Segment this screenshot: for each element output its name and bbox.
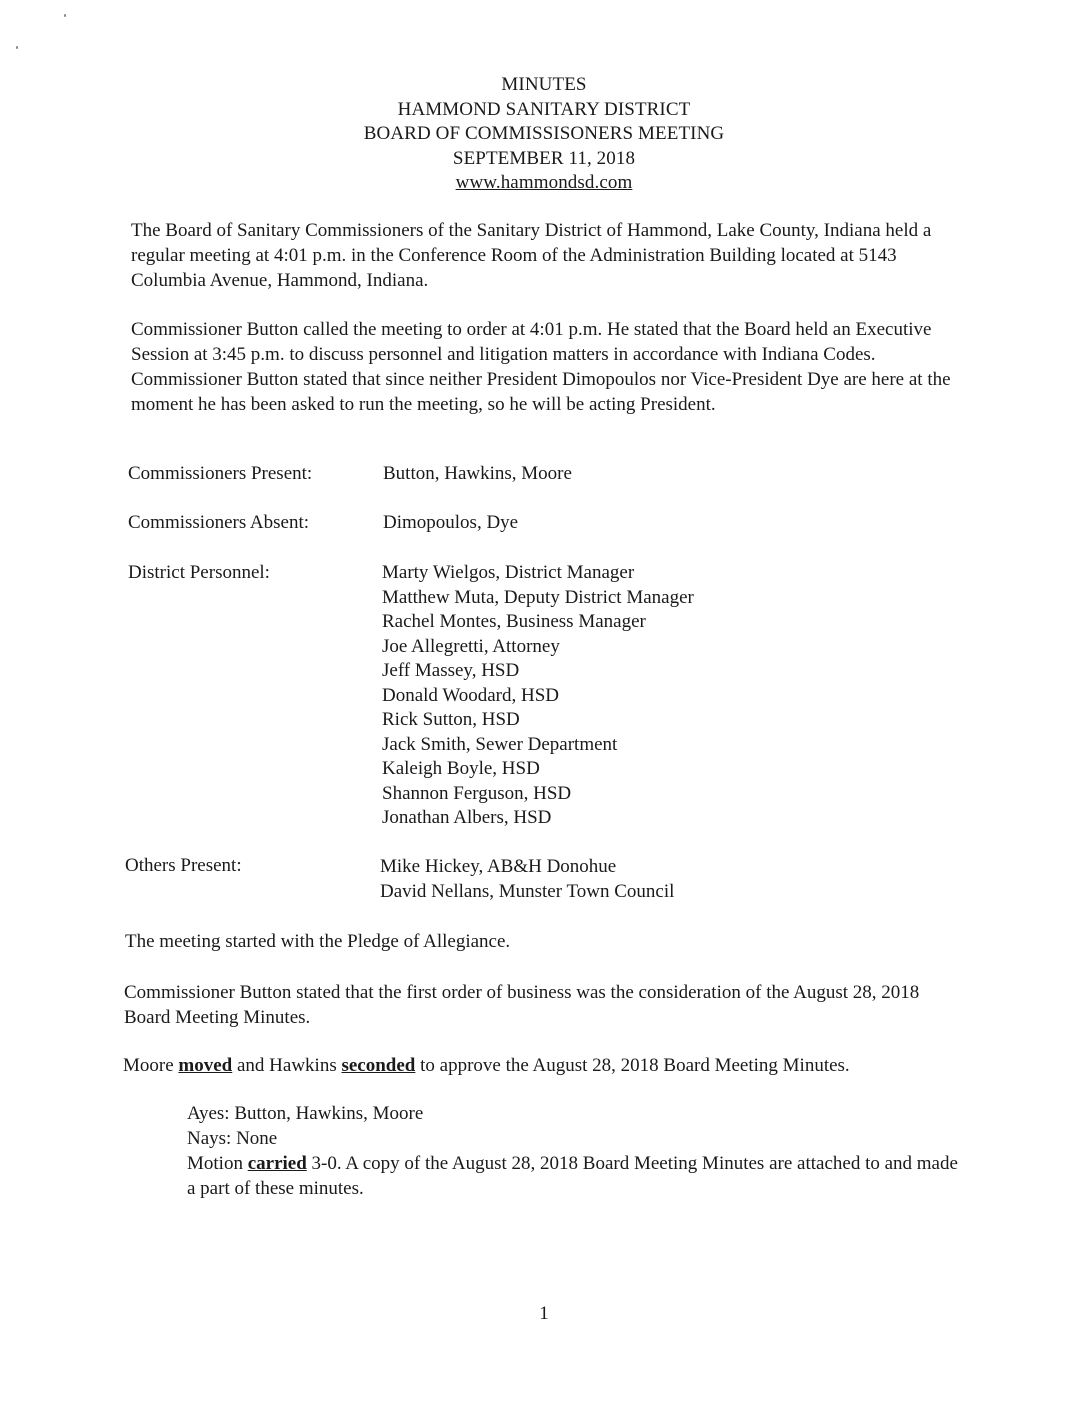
vote-result (187, 1151, 967, 1201)
motion-rest: to approve the August 28, 2018 Board Meeting Minutes. (415, 1055, 850, 1076)
vote-carried-word: carried (247, 1153, 307, 1174)
district-personnel-list (382, 561, 694, 831)
personnel-item: Marty Wielgos, District Manager (382, 562, 635, 583)
header-date: SEPTEMBER 11, 2018 (452, 147, 636, 169)
personnel-item: Jeff Massey, HSD (382, 660, 520, 681)
district-personnel-label: District Personnel: (128, 562, 270, 583)
commissioners-present-label: Commissioners Present: (128, 463, 313, 484)
personnel-item: Donald Woodard, HSD (382, 684, 560, 706)
personnel-item: Rachel Montes, Business Manager (382, 611, 646, 632)
document-header (0, 73, 1088, 196)
personnel-item: Shannon Ferguson, HSD (382, 782, 572, 804)
call-to-order-paragraph: Commissioner Button called the meeting to order at 4:01 p.m. He stated that the Board held an Executive Session at 3:45 p.m. to discuss personnel and litigation matters in accordance with Indiana Codes. Commissioner Button stated that since neither President Dimopoulos nor Vice-President Dye are here at the moment he has been asked to run the meeting, so he will be acting President. (131, 319, 951, 415)
personnel-item: Kaleigh Boyle, HSD (382, 758, 540, 779)
intro-paragraph: The Board of Sanitary Commissioners of the Sanitary District of Hammond, Lake County, Indiana held a regular meeting at 4:01 p.m. in the Conference Room of the Administration Building located at 5143 Columbia Avenue, Hammond, Indiana. (131, 220, 932, 291)
personnel-item: Jonathan Albers, HSD (382, 807, 552, 828)
personnel-item: Joe Allegretti, Attorney (382, 635, 560, 657)
motion-line (123, 1053, 850, 1078)
header-organization: HAMMOND SANITARY DISTRICT (397, 98, 691, 120)
motion-seconded-word: seconded (341, 1055, 416, 1076)
header-meeting: BOARD OF COMMISSISONERS MEETING (363, 123, 725, 144)
page-number: 1 (539, 1303, 549, 1324)
others-item: David Nellans, Munster Town Council (380, 880, 675, 902)
vote-ayes: Ayes: Button, Hawkins, Moore (187, 1103, 424, 1124)
personnel-item: Jack Smith, Sewer Department (382, 733, 618, 755)
scan-speck (64, 14, 66, 17)
vote-result-prefix: Motion (187, 1153, 248, 1174)
commissioners-present-value: Button, Hawkins, Moore (383, 463, 572, 484)
motion-moved-word: moved (178, 1055, 233, 1076)
motion-mover: Moore (123, 1055, 179, 1076)
commissioners-absent-label: Commissioners Absent: (128, 512, 310, 533)
personnel-item: Rick Sutton, HSD (382, 709, 520, 730)
others-item: Mike Hickey, AB&H Donohue (380, 856, 617, 877)
header-url: www.hammondsd.com (455, 172, 633, 193)
others-present-label: Others Present: (125, 855, 242, 876)
others-present-list (380, 855, 674, 904)
pledge-paragraph: The meeting started with the Pledge of Allegiance. (125, 931, 511, 952)
first-order-paragraph: Commissioner Button stated that the first order of business was the consideration of the August 28, 2018 Board Meeting Minutes. (124, 982, 920, 1028)
personnel-item: Matthew Muta, Deputy District Manager (382, 586, 694, 608)
header-title: MINUTES (501, 74, 587, 95)
vote-nays: Nays: None (187, 1128, 278, 1149)
vote-result-rest: 3-0. A copy of the August 28, 2018 Board Meeting Minutes are attached to and made a part of these minutes. (187, 1153, 958, 1199)
vote-block (187, 1101, 967, 1201)
scan-speck (16, 46, 18, 49)
motion-mid: and Hawkins (232, 1055, 342, 1076)
commissioners-absent-value: Dimopoulos, Dye (383, 512, 519, 533)
